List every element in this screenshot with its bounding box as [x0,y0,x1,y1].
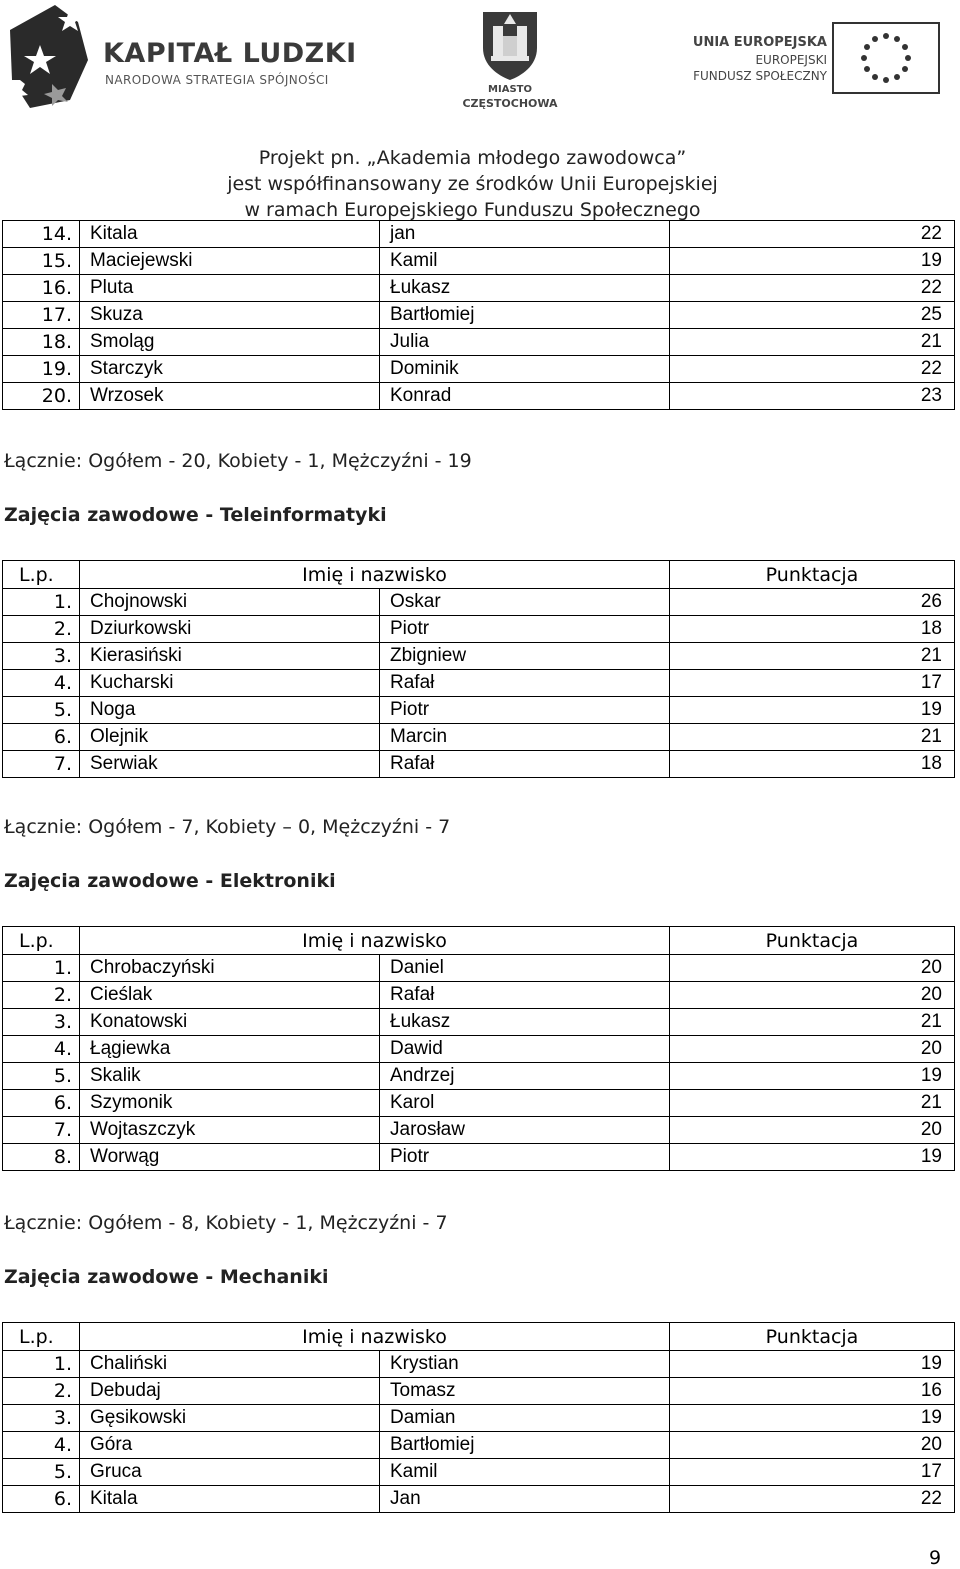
summary-continued: Łącznie: Ogółem - 20, Kobiety - 1, Mężczyźni - 19 [4,450,472,472]
row-first-name: Krystian [380,1351,670,1378]
table-row [3,302,955,329]
row-first-name: jan [380,221,670,248]
row-points: 21 [670,329,955,356]
row-first-name: Rafał [380,751,670,778]
table-elektroniki [2,926,955,1171]
row-surname: Kierasiński [80,643,380,670]
row-surname: Kucharski [80,670,380,697]
row-lp: 2. [3,616,80,643]
row-surname: Skuza [80,302,380,329]
table-row [3,1459,955,1486]
table-row [3,356,955,383]
row-lp: 17. [3,302,80,329]
row-first-name: Kamil [380,1459,670,1486]
row-lp: 5. [3,697,80,724]
row-surname: Chaliński [80,1351,380,1378]
row-surname: Cieślak [80,982,380,1009]
row-first-name: Rafał [380,670,670,697]
table-row [3,248,955,275]
row-points: 16 [670,1378,955,1405]
row-surname: Kitala [80,1486,380,1513]
table-header-row [3,561,955,589]
summary-teleinformatyki: Łącznie: Ogółem - 7, Kobiety – 0, Mężczyźni - 7 [4,816,451,838]
header-points: Punktacja [670,1323,955,1351]
header-name: Imię i nazwisko [80,1323,670,1351]
table-row [3,982,955,1009]
row-first-name: Zbigniew [380,643,670,670]
row-first-name: Jarosław [380,1117,670,1144]
kapital-ludzki-logo [0,0,357,115]
row-first-name: Rafał [380,982,670,1009]
row-first-name: Tomasz [380,1378,670,1405]
row-surname: Serwiak [80,751,380,778]
eu-fund-line1: EUROPEJSKI [755,53,827,67]
row-first-name: Andrzej [380,1063,670,1090]
table-teleinformatyki [2,560,955,778]
row-points: 20 [670,955,955,982]
table-row [3,1090,955,1117]
row-first-name: Piotr [380,697,670,724]
kapital-ludzki-title: KAPITAŁ LUDZKI [103,38,357,69]
row-first-name: Kamil [380,248,670,275]
row-surname: Kitala [80,221,380,248]
section-title-mechaniki: Zajęcia zawodowe - Mechaniki [4,1266,329,1288]
row-points: 21 [670,1009,955,1036]
kapital-ludzki-subtitle: NARODOWA STRATEGIA SPÓJNOŚCI [105,73,329,87]
eu-flag-icon [832,22,940,94]
row-lp: 1. [3,955,80,982]
row-points: 22 [670,356,955,383]
row-lp: 8. [3,1144,80,1171]
eu-logo [680,22,945,98]
table-row [3,1144,955,1171]
summary-elektroniki: Łącznie: Ogółem - 8, Kobiety - 1, Mężczyźni - 7 [4,1212,448,1234]
row-points: 19 [670,1405,955,1432]
row-first-name: Damian [380,1405,670,1432]
row-surname: Chojnowski [80,589,380,616]
row-first-name: Daniel [380,955,670,982]
table-row [3,589,955,616]
row-surname: Pluta [80,275,380,302]
row-first-name: Marcin [380,724,670,751]
row-first-name: Dawid [380,1036,670,1063]
header-lp: L.p. [3,1323,80,1351]
project-line-1: Projekt pn. „Akademia młodego zawodowca” [258,147,687,169]
row-lp: 6. [3,724,80,751]
row-lp: 15. [3,248,80,275]
row-surname: Noga [80,697,380,724]
row-points: 21 [670,1090,955,1117]
row-first-name: Jan [380,1486,670,1513]
row-first-name: Piotr [380,616,670,643]
page-number: 9 [929,1547,942,1569]
row-lp: 18. [3,329,80,356]
row-surname: Szymonik [80,1090,380,1117]
table-row [3,1036,955,1063]
row-surname: Gęsikowski [80,1405,380,1432]
table-row [3,1117,955,1144]
table-row [3,1486,955,1513]
table-row [3,275,955,302]
row-points: 22 [670,275,955,302]
row-lp: 2. [3,1378,80,1405]
table-row [3,1063,955,1090]
project-info [0,145,945,223]
row-first-name: Piotr [380,1144,670,1171]
row-surname: Dziurkowski [80,616,380,643]
row-points: 20 [670,1117,955,1144]
row-lp: 1. [3,1351,80,1378]
table-row [3,1432,955,1459]
row-lp: 3. [3,1009,80,1036]
table-header-row [3,1323,955,1351]
table-row [3,1351,955,1378]
row-points: 20 [670,1432,955,1459]
row-lp: 7. [3,1117,80,1144]
row-surname: Łągiewka [80,1036,380,1063]
row-lp: 1. [3,589,80,616]
section-title-teleinformatyki: Zajęcia zawodowe - Teleinformatyki [4,504,387,526]
row-lp: 4. [3,670,80,697]
section-title-elektroniki: Zajęcia zawodowe - Elektroniki [4,870,336,892]
city-coat-of-arms-icon [481,8,539,80]
row-points: 18 [670,751,955,778]
row-points: 22 [670,221,955,248]
row-surname: Gruca [80,1459,380,1486]
czestochowa-miasto: MIASTO [488,84,532,95]
row-first-name: Konrad [380,383,670,410]
row-surname: Wojtaszczyk [80,1117,380,1144]
table-row [3,221,955,248]
table-row [3,616,955,643]
eu-title: UNIA EUROPEJSKA [692,35,827,50]
header-name: Imię i nazwisko [80,927,670,955]
project-line-2: jest współfinansowany ze środków Unii Europejskiej [227,173,718,195]
table-row [3,724,955,751]
row-surname: Debudaj [80,1378,380,1405]
participants-table-continued [2,220,955,410]
row-lp: 7. [3,751,80,778]
table-row [3,670,955,697]
row-surname: Worwąg [80,1144,380,1171]
row-points: 21 [670,724,955,751]
row-surname: Maciejewski [80,248,380,275]
row-points: 18 [670,616,955,643]
row-points: 23 [670,383,955,410]
row-lp: 4. [3,1036,80,1063]
row-lp: 2. [3,982,80,1009]
row-first-name: Julia [380,329,670,356]
row-surname: Wrzosek [80,383,380,410]
row-surname: Góra [80,1432,380,1459]
row-first-name: Bartłomiej [380,302,670,329]
row-first-name: Karol [380,1090,670,1117]
row-points: 20 [670,982,955,1009]
project-line-3: w ramach Europejskiego Funduszu Społecznego [244,199,701,221]
table-header-row [3,927,955,955]
row-points: 19 [670,1351,955,1378]
header-lp: L.p. [3,927,80,955]
row-lp: 6. [3,1090,80,1117]
row-lp: 14. [3,221,80,248]
header-points: Punktacja [670,927,955,955]
czestochowa-logo [452,8,568,112]
table-row [3,1405,955,1432]
row-lp: 3. [3,1405,80,1432]
row-points: 17 [670,1459,955,1486]
header-lp: L.p. [3,561,80,589]
row-first-name: Dominik [380,356,670,383]
row-surname: Chrobaczyński [80,955,380,982]
row-lp: 16. [3,275,80,302]
row-points: 19 [670,1144,955,1171]
row-lp: 20. [3,383,80,410]
table-row [3,697,955,724]
row-first-name: Bartłomiej [380,1432,670,1459]
row-points: 22 [670,1486,955,1513]
kapital-ludzki-emblem-icon [0,0,100,112]
row-points: 19 [670,248,955,275]
row-lp: 5. [3,1063,80,1090]
row-lp: 4. [3,1432,80,1459]
table-row [3,643,955,670]
row-surname: Smoląg [80,329,380,356]
row-lp: 3. [3,643,80,670]
czestochowa-name: CZĘSTOCHOWA [462,97,558,110]
row-surname: Skalik [80,1063,380,1090]
row-first-name: Łukasz [380,1009,670,1036]
table-row [3,1009,955,1036]
table-row [3,329,955,356]
row-surname: Olejnik [80,724,380,751]
row-points: 26 [670,589,955,616]
table-mechaniki [2,1322,955,1513]
header-name: Imię i nazwisko [80,561,670,589]
row-points: 19 [670,1063,955,1090]
row-points: 25 [670,302,955,329]
row-points: 17 [670,670,955,697]
eu-fund-line2: FUNDUSZ SPOŁECZNY [693,69,827,83]
row-surname: Starczyk [80,356,380,383]
header-points: Punktacja [670,561,955,589]
row-lp: 6. [3,1486,80,1513]
row-lp: 5. [3,1459,80,1486]
table-row [3,383,955,410]
row-first-name: Łukasz [380,275,670,302]
row-first-name: Oskar [380,589,670,616]
table-row [3,751,955,778]
row-points: 20 [670,1036,955,1063]
table-row [3,1378,955,1405]
table-row [3,955,955,982]
row-points: 21 [670,643,955,670]
row-lp: 19. [3,356,80,383]
row-points: 19 [670,697,955,724]
row-surname: Konatowski [80,1009,380,1036]
